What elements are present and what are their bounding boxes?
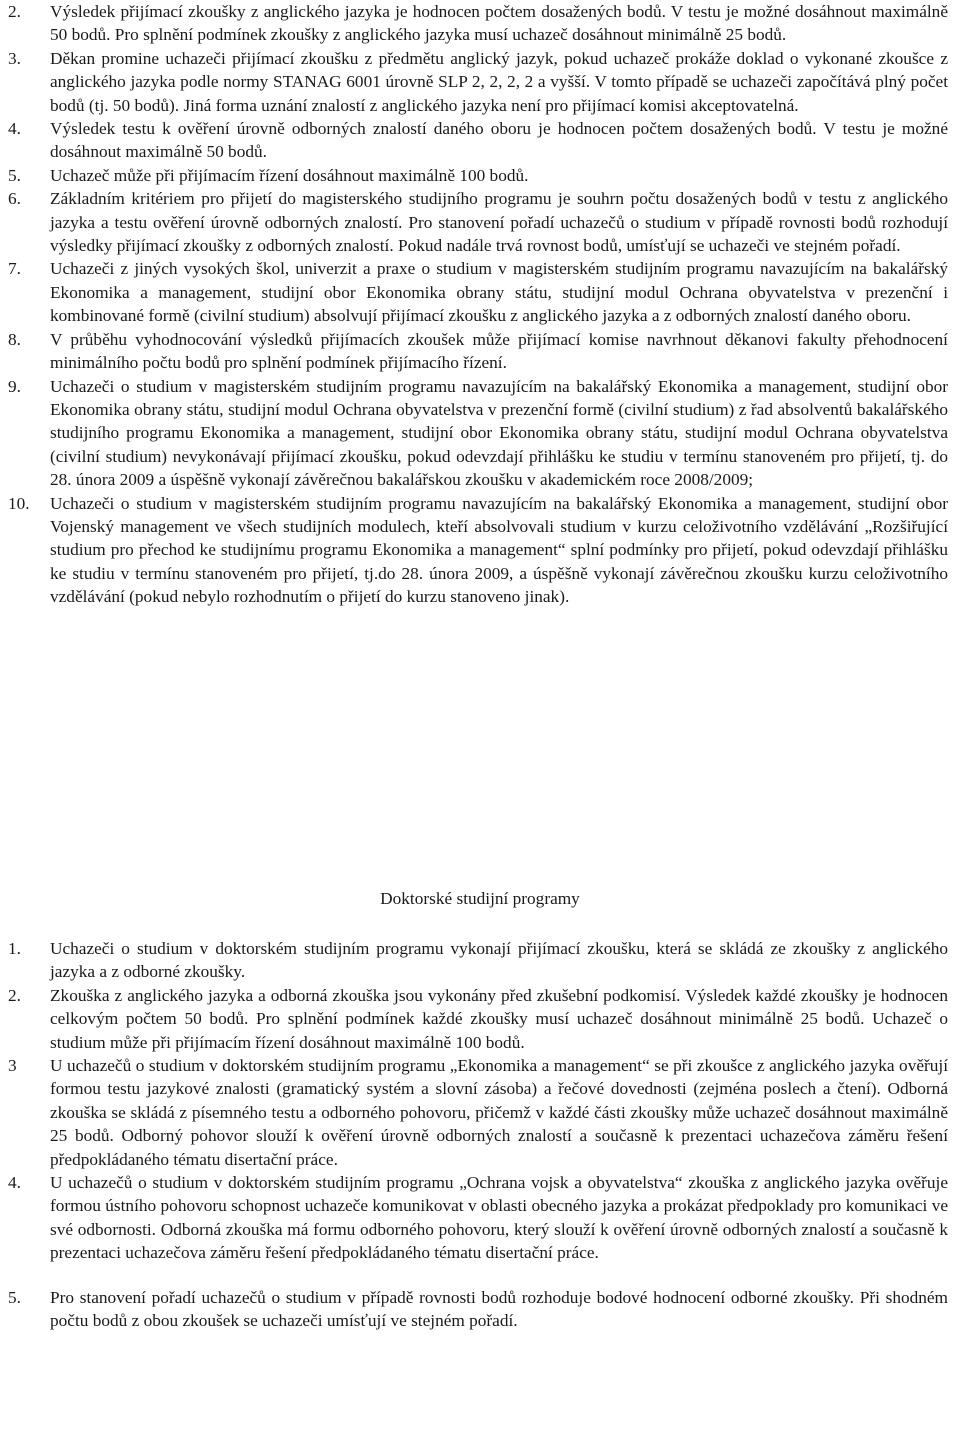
item-number: 9. (8, 376, 21, 396)
item-number: 1. (8, 939, 21, 958)
item-text: Uchazeč může při přijímacím řízení dosáhnout maximálně 100 bodů. (50, 165, 529, 185)
item-number: 7. (8, 259, 21, 279)
item-number: 4. (8, 119, 21, 139)
item-text: Výsledek přijímací zkoušky z anglického jazyka je hodnocen počtem dosažených bodů. V testu je možné dosáhnout maximálně 50 bodů. Pro splnění podmínek zkoušky z anglického jazyka musí uchazeč dosáhnout minimálně 25 bodů. (50, 2, 948, 45)
item-number: 3. (8, 48, 21, 68)
list-item (8, 0, 948, 47)
list-item (8, 1171, 948, 1265)
item-number: 5. (8, 165, 21, 185)
item-number: 6. (8, 189, 21, 209)
item-number: 4. (8, 1173, 21, 1193)
item-text: Zkouška z anglického jazyka a odborná zkouška jsou vykonány před zkušební podkomisí. Výsledek každé zkoušky je hodnocen celkovým počtem 50 bodů. Pro splnění podmínek každé zkoušky musí uchazeč dosáhnout minimálně 25 bodů. Uchazeč o studium může při přijímacím řízení dosáhnout maximálně 100 bodů. (50, 985, 948, 1052)
item-text: Děkan promine uchazeči přijímací zkoušku z předmětu anglický jazyk, pokud uchazeč prokáže doklad o vykonané zkoušce z anglického jazyka podle normy STANAG 6001 úrovně SLP 2, 2, 2, 2 a vyšší. V tomto případě se uchazeči započítává plný počet bodů (tj. 50 bodů). Jiná forma uznání znalostí z anglického jazyka není pro přijímací komisi akceptovatelná. (50, 48, 948, 115)
list-item (8, 328, 948, 375)
item-text: V průběhu vyhodnocování výsledků přijímacích zkoušek může přijímací komise navrhnout děkanovi fakulty přehodnocení minimálního počtu bodů pro splnění podmínek přijímacího řízení. (50, 329, 948, 373)
list-item (8, 375, 948, 492)
section-heading: Doktorské studijní programy (380, 889, 580, 908)
item-number: 8. (8, 329, 21, 349)
item-text: U uchazečů o studium v doktorském studijním programu „Ochrana vojsk a obyvatelstva“ zkouška z anglického jazyka ověřuje formou ústního pohovoru schopnost uchazeče komunikovat v oblasti obecného jazyka a prokázat předpoklady pro komunikaci ve své odbornosti. Odborná zkouška má formu odborného pohovoru, který slouží k ověření úrovně odborných znalostí a současně k prezentaci uchazečova záměru řešení předpokládaného tématu disertační práce. (50, 1173, 948, 1263)
item-text: U uchazečů o studium v doktorském studijním programu „Ekonomika a management“ se při zkoušce z anglického jazyka ověřují formou testu jazykové znalosti (gramatický systém a slovní zásoba) a řečové dovednosti (zejména poslech a čtení). Odborná zkouška se skládá z písemného testu a odborného pohovoru, přičemž v každé části zkoušky může uchazeč dosáhnout maximálně 25 bodů. Odborný pohovor slouží k ověření úrovně odborných znalostí a současně k prezentaci uchazečova záměru řešení předpokládaného tématu disertační práce. (50, 1056, 948, 1169)
list-item (8, 47, 948, 117)
doctoral-admission-rules (8, 937, 948, 1333)
list-item (8, 492, 948, 609)
item-text: Pro stanovení pořadí uchazečů o studium v případě rovnosti bodů rozhoduje bodové hodnocení odborné zkoušky. Při shodném počtu bodů z obou zkoušek se uchazeči umísťují ve stejném pořadí. (50, 1287, 948, 1331)
item-number: 2. (8, 2, 21, 21)
list-item (8, 164, 948, 187)
item-text: Uchazeči z jiných vysokých škol, univerzit a praxe o studium v magisterském studijním programu navazujícím na bakalářský Ekonomika a management, studijní obor Ekonomika obrany státu, studijní modul Ochrana obyvatelstva v prezenční i kombinované formě (civilní studium) absolvují přijímací zkoušku z anglického jazyka a z odborných znalostí daného oboru. (50, 259, 948, 326)
item-text: Výsledek testu k ověření úrovně odborných znalostí daného oboru je hodnocen počtem dosažených bodů. V testu je možné dosáhnout maximálně 50 bodů. (50, 119, 948, 162)
master-admission-rules (8, 0, 948, 609)
list-item (8, 937, 948, 984)
list-item (8, 1286, 948, 1333)
list-item (8, 257, 948, 327)
item-number: 2. (8, 985, 21, 1005)
item-text: Uchazeči o studium v magisterském studijním programu navazujícím na bakalářský Ekonomika a management, studijní obor Vojenský management ve všech studijních modulech, kteří absolvovali studium v kurzu celoživotního vzdělávání „Rozšiřující studium pro přechod ke studijnímu programu Ekonomika a management“ splní podmínky pro přijetí, pokud odevzdají přihlášku ke studiu v termínu stanoveném pro přijetí, tj.do 28. února 2009, a úspěšně vykonají závěrečnou zkoušku kurzu celoživotního vzdělávání (pokud nebylo rozhodnutím o přijetí do kurzu stanoveno jinak). (50, 493, 948, 607)
item-number: 10. (8, 493, 30, 513)
item-text: Základním kritériem pro přijetí do magisterského studijního programu je souhrn počtu dosažených bodů v testu z anglického jazyka a testu ověření úrovně odborných znalostí. Pro stanovení pořadí uchazečů o studium v případě rovnosti bodů rozhodují výsledky přijímací zkoušky z odborných znalostí. Pokud nadále trvá rovnost bodů, umísťují se uchazeči ve stejném pořadí. (50, 189, 948, 256)
item-number: 3 (8, 1056, 17, 1076)
list-item (8, 1054, 948, 1171)
item-text: Uchazeči o studium v magisterském studijním programu navazujícím na bakalářský Ekonomika a management, studijní obor Ekonomika obrany státu, studijní modul Ochrana obyvatelstva v prezenční formě (civilní studium) z řad absolventů bakalářského studijního programu Ekonomika a management, studijní obor Ekonomika obrany státu, studijní modul Ochrana obyvatelstva (civilní studium) nevykonávají přijímací zkoušku, pokud odevzdají přihlášku ke studiu v termínu stanoveném pro přijetí, tj. do 28. února 2009 a úspěšně vykonají závěrečnou bakalářskou zkoušku v akademickém roce 2008/2009; (50, 376, 948, 490)
list-item (8, 187, 948, 257)
list-item (8, 984, 948, 1054)
list-item (8, 117, 948, 164)
master-rules-list (8, 0, 948, 609)
doctoral-rules-list (8, 937, 948, 1333)
item-text: Uchazeči o studium v doktorském studijním programu vykonají přijímací zkoušku, která se skládá ze zkoušky z anglického jazyka a z odborné zkoušky. (50, 939, 948, 982)
item-number: 5. (8, 1287, 21, 1307)
